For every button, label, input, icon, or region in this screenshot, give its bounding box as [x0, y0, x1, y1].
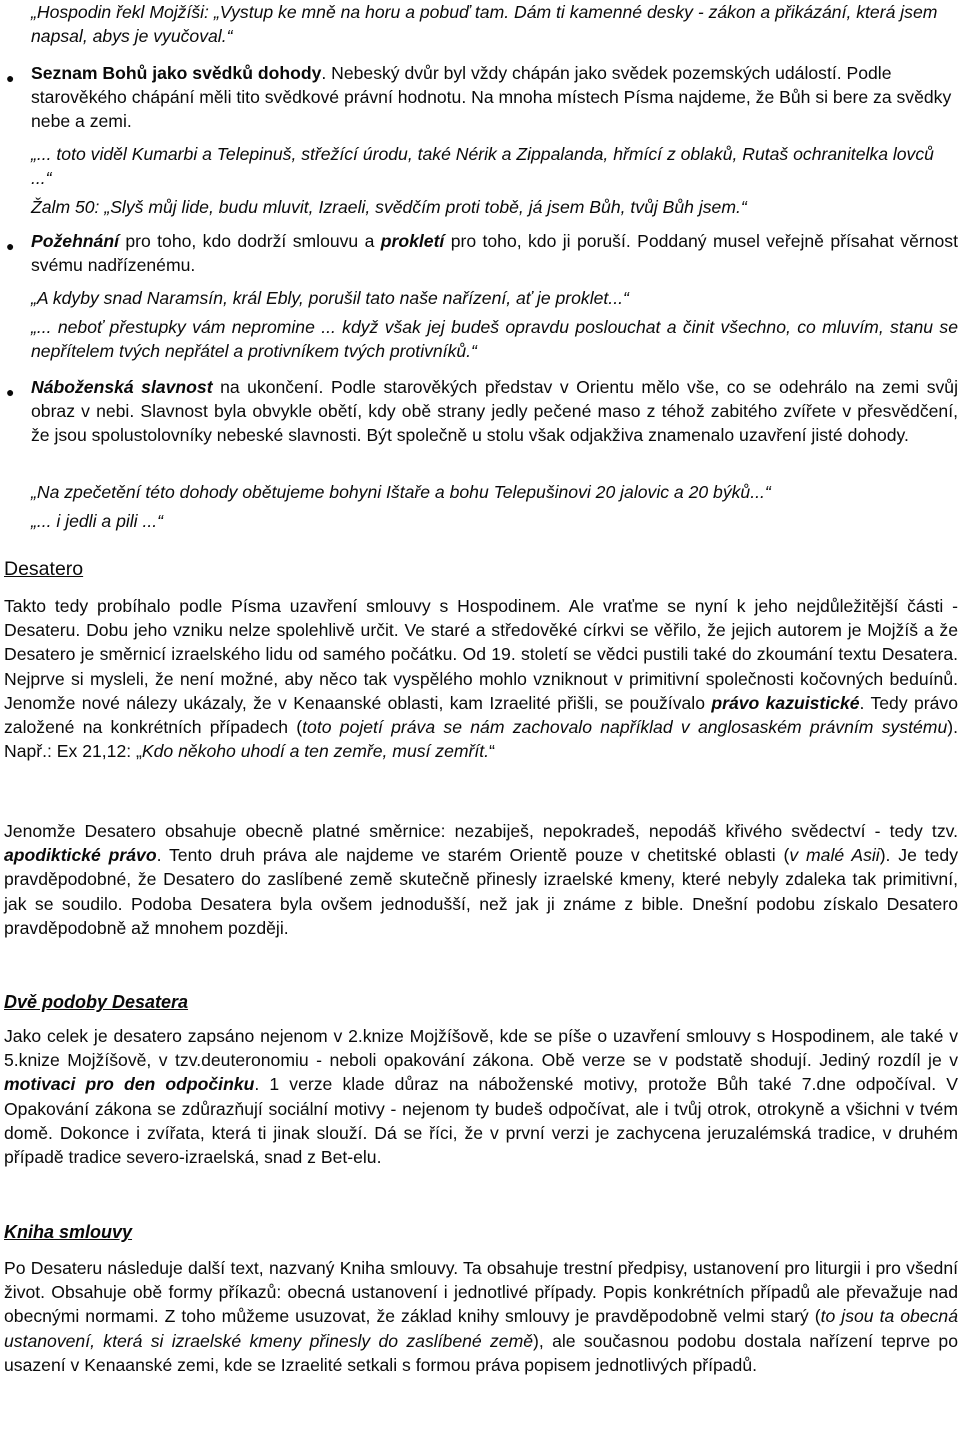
term-curse: prokletí — [380, 231, 445, 251]
quote-naramsin: „A kdyby snad Naramsín, král Ebly, porušil tato naše nařízení, ať je proklet...“ — [31, 288, 629, 308]
paragraph-book-of-covenant: Po Desateru následuje další text, nazvaný Kniha smlouvy. Ta obsahuje trestní předpisy, ustanovení pro liturgii i pro všední život. Obsahuje obě formy příkazů: obecná ustanovení i jednotlivé případy. Popis konkrétních případů ale převažuje nad obecnými normami. Z toho můžeme usuzovat, že základ knihy smlouvy je pravděpodobně velmi starý (to jsou ta obecná ustanovení, která si izraelské kmeny přinesly do zaslíbené země), ale současnou podobu dostala nařízení teprve po usazení v Kenaanské zemi, kde se Izraelité setkali s formou práva popisem jednotlivých případů. — [4, 1258, 958, 1375]
quote-enemies: „... neboť přestupky vám nepromine ... když však jej budeš opravdu poslouchat a činit všechno, co mluvím, stanu se nepřítelem tvých nepřátel a protivníkem tvých protivníků.“ — [31, 317, 958, 362]
quote-kumarbi: „... toto viděl Kumarbi a Telepinuš, střežící úrodu, také Nérik a Zippalanda, hřmící z oblaků, Rutaš ochranitelka lovců ...“ — [31, 144, 934, 189]
heading-kniha-smlouvy: Kniha smlouvy — [4, 1222, 133, 1242]
term-apodictic-law: apodiktické právo — [4, 845, 157, 866]
term-casuistic-law: právo kazuistické — [711, 692, 860, 713]
paragraph-two-versions: Jako celek je desatero zapsáno nejenom v 2.knize Mojžíšově, kde se píše o uzavření smlouvy s Hospodinem, ale také v 5.knize Mojžíšově, v tzv.deuteronomiu - neboli opakování zákona. Obě verze se v podstatě shodují. Jediný rozdíl je v motivaci pro den odpočinku. 1 verze klade důraz na náboženské motivy, protože Bůh také 7.dne odpočíval. V Opakování zákona se zdůrazňují sociální motivy - nejenom ty budeš odpočívat, ale i tvůj otrok, otrokyně a všichni v tvém domě. Dokonce i zvířata, která ti jinak slouží. Dá se říci, že v první verzi je zachycena jeruzalémská tradice, v druhém případě tradice severo-izraelská, snad z Bet-elu. — [4, 1026, 958, 1168]
bullet-blessing: Požehnání pro toho, kdo dodrží smlouvu a prokletí pro toho, kdo ji poruší. Poddaný musel veřejně přísahat věrnost svému nadřízenému. — [31, 231, 958, 276]
paragraph-apodictic-law: Jenomže Desatero obsahuje obecně platné směrnice: nezabiješ, nepokradeš, nepodáš křivého svědectví - tedy tzv. apodiktické právo. Tento druh práva ale najdeme ve starém Orientě pouze v chetitské oblasti (v malé Asii). Je tedy pravděpodobné, že Desatero do zaslíbené země skutečně přinesly izraelské kmeny, které nebyly zdaleka tak primitivní, jak se soudilo. Podoba Desatera byla ovšem jednodušší, než jak ji známe z bible. Dnešní podobu získalo Desatero pravděpodobně až mnohem později. — [4, 821, 958, 938]
term-blessing: Požehnání — [31, 231, 119, 251]
quote-top: „Hospodin řekl Mojžíši: „Vystup ke mně na horu a pobuď tam. Dám ti kamenné desky - zákon a přikázání, která jsem napsal, abys je vyučoval.“ — [31, 2, 938, 47]
quote-ate-drank: „... i jedli a pili ...“ — [31, 511, 163, 531]
bullet-witnesses: Seznam Bohů jako svědků dohody. Nebeský dvůr byl vždy chápán jako svědek pozemských událostí. Podle starověkého chápání měli tito svědkové právní hodnotu. Na mnoha místech Písma najdeme, že Bůh si bere za svědky nebe a zemi. — [31, 63, 952, 132]
quote-offering: „Na zpečetění této dohody obětujeme bohyni Ištaře a bohu Telepušinovi 20 jalovic a 20 býků...“ — [31, 482, 771, 502]
bullet-icon: ● — [6, 70, 15, 86]
bullet-feast: Náboženská slavnost na ukončení. Podle starověkých představ v Orientu mělo vše, co se odehrálo na zemi svůj obraz v nebi. Slavnost byla obvykle obětí, kdy obě strany jedly pečené maso z téhož zabitého zvířete v přesvědčení, že jsou spolustolovníky nebeské slavnosti. Být společně u stolu však odjakživa znamenalo uzavření jisté dohody. — [31, 377, 958, 446]
term-rest-motivation: motivaci pro den odpočinku — [4, 1074, 255, 1095]
bullet-icon: ● — [6, 384, 15, 400]
term-feast: Náboženská slavnost — [31, 377, 213, 397]
heading-dve-podoby: Dvě podoby Desatera — [4, 992, 189, 1012]
term-witnesses: Seznam Bohů jako svědků dohody — [31, 63, 322, 83]
heading-desatero: Desatero — [4, 558, 84, 580]
quote-psalm-50: Žalm 50: „Slyš můj lide, budu mluvit, Izraeli, svědčím proti tobě, já jsem Bůh, tvůj Bůh jsem.“ — [31, 197, 747, 217]
paragraph-desatero-origin: Takto tedy probíhalo podle Písma uzavření smlouvy s Hospodinem. Ale vraťme se nyní k jeho nejdůležitější části - Desateru. Dobu jeho vzniku nelze spolehlivě určit. Ve staré a středověké církvi se věřilo, že jejich autorem je Mojžíš a že Desatero je směrnicí izraelského lidu od samého počátku. Od 19. století se vědci pustili také do zkoumání textu Desatera. Nejprve si mysleli, že není možné, aby něco tak vyspělého mohlo vzniknout v primitivní společnosti kočovných beduínů. Jenomže nové nálezy ukázaly, že v Kenaanské oblasti, kam Izraelité přišli, se používalo právo kazuistické. Tedy právo založené na konkrétních případech (toto pojetí práva se nám zachovalo například v anglosaském právním systému). Např.: Ex 21,12: „Kdo někoho uhodí a ten zemře, musí zemřít.“ — [4, 596, 958, 762]
bullet-icon: ● — [6, 238, 15, 254]
